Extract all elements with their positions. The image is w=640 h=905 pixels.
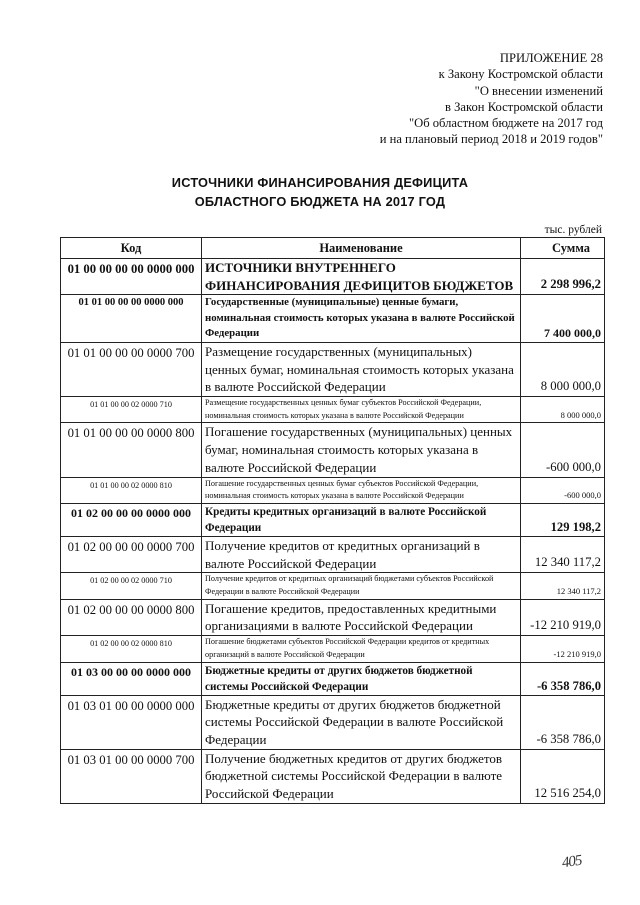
page-number: 405 (560, 852, 583, 872)
table-row (61, 695, 605, 749)
row-sum: 12 516 254,0 (521, 749, 605, 803)
row-name: Получение кредитов от кредитных организаций бюджетами субъектов Российской Федерации в валюте Российской Федерации (202, 573, 521, 599)
row-code: 01 01 00 00 02 0000 710 (61, 397, 202, 423)
table-row (61, 749, 605, 803)
row-sum: 129 198,2 (521, 503, 605, 536)
row-sum: -600 000,0 (521, 477, 605, 503)
row-sum: 7 400 000,0 (521, 295, 605, 343)
title-line-1: ИСТОЧНИКИ ФИНАНСИРОВАНИЯ ДЕФИЦИТА (171, 175, 469, 190)
appendix-line: в Закон Костромской области (445, 99, 603, 114)
row-sum: -12 210 919,0 (521, 636, 605, 662)
row-code: 01 01 00 00 02 0000 810 (61, 477, 202, 503)
table-row (61, 342, 605, 396)
appendix-line: ПРИЛОЖЕНИЕ 28 (499, 51, 603, 65)
row-sum: -6 358 786,0 (521, 662, 605, 695)
table-row (61, 295, 605, 343)
table-row (61, 536, 605, 572)
appendix-reference (343, 50, 603, 148)
row-sum: -12 210 919,0 (521, 599, 605, 635)
table-row (61, 259, 605, 295)
row-name: Получение кредитов от кредитных организаций в валюте Российской Федерации (202, 536, 521, 572)
table-row (61, 573, 605, 599)
appendix-line: "О внесении изменений (474, 83, 603, 98)
table-row (61, 423, 605, 477)
row-name: Погашение государственных (муниципальных) ценных бумаг, номинальная стоимость которых указана в валюте Российской Федерации (202, 423, 521, 477)
table-row (61, 477, 605, 503)
appendix-line: и на плановый период 2018 и 2019 годов" (379, 132, 603, 147)
appendix-line: к Закону Костромской области (438, 67, 603, 82)
row-code: 01 02 00 00 00 0000 700 (61, 536, 202, 572)
row-sum: 8 000 000,0 (521, 342, 605, 396)
header-sum: Сумма (521, 238, 605, 259)
table-header-row (61, 238, 605, 259)
header-code: Код (61, 238, 202, 259)
row-code: 01 02 00 00 02 0000 810 (61, 636, 202, 662)
table-row (61, 599, 605, 635)
document-title (0, 173, 640, 211)
row-code: 01 03 00 00 00 0000 000 (61, 662, 202, 695)
row-name: Размещение государственных (муниципальных) ценных бумаг, номинальная стоимость которых указана в валюте Российской Федерации (202, 342, 521, 396)
row-name: Погашение кредитов, предоставленных кредитными организациями в валюте Российской Федерации (202, 599, 521, 635)
units-label: тыс. рублей (544, 224, 602, 236)
title-line-2: ОБЛАСТНОГО БЮДЖЕТА НА 2017 ГОД (194, 194, 446, 209)
row-code: 01 03 01 00 00 0000 000 (61, 695, 202, 749)
row-name: Бюджетные кредиты от других бюджетов бюджетной системы Российской Федерации (202, 662, 521, 695)
row-code: 01 02 00 00 00 0000 800 (61, 599, 202, 635)
row-name: Получение бюджетных кредитов от других бюджетов бюджетной системы Российской Федерации в валюте Российской Федерации (202, 749, 521, 803)
row-code: 01 01 00 00 00 0000 800 (61, 423, 202, 477)
header-name: Наименование (202, 238, 521, 259)
table-row (61, 503, 605, 536)
row-name: Погашение государственных ценных бумаг субъектов Российской Федерации, номинальная стоимость которых указана в валюте Российской Федерации (202, 477, 521, 503)
row-sum: 12 340 117,2 (521, 536, 605, 572)
row-name: Размещение государственных ценных бумаг субъектов Российской Федерации, номинальная стоимость которых указана в валюте Российской Федерации (202, 397, 521, 423)
row-code: 01 03 01 00 00 0000 700 (61, 749, 202, 803)
row-name: Кредиты кредитных организаций в валюте Российской Федерации (202, 503, 521, 536)
row-sum: -600 000,0 (521, 423, 605, 477)
appendix-line: "Об областном бюджете на 2017 год (408, 116, 603, 131)
row-code: 01 02 00 00 02 0000 710 (61, 573, 202, 599)
row-name: Государственные (муниципальные) ценные бумаги, номинальная стоимость которых указана в валюте Российской Федерации (202, 295, 521, 343)
table-row (61, 397, 605, 423)
row-name: Бюджетные кредиты от других бюджетов бюджетной системы Российской Федерации в валюте Российской Федерации (202, 695, 521, 749)
row-code: 01 02 00 00 00 0000 000 (61, 503, 202, 536)
row-name: Погашение бюджетами субъектов Российской Федерации кредитов от кредитных организаций в валюте Российской Федерации (202, 636, 521, 662)
row-sum: 2 298 996,2 (521, 259, 605, 295)
row-name: ИСТОЧНИКИ ВНУТРЕННЕГО ФИНАНСИРОВАНИЯ ДЕФИЦИТОВ БЮДЖЕТОВ (202, 259, 521, 295)
row-code: 01 01 00 00 00 0000 700 (61, 342, 202, 396)
row-code: 01 01 00 00 00 0000 000 (61, 295, 202, 343)
table-row (61, 662, 605, 695)
row-sum: 12 340 117,2 (521, 573, 605, 599)
row-sum: -6 358 786,0 (521, 695, 605, 749)
table-row (61, 636, 605, 662)
row-code: 01 00 00 00 00 0000 000 (61, 259, 202, 295)
row-sum: 8 000 000,0 (521, 397, 605, 423)
financing-sources-table (60, 237, 605, 804)
